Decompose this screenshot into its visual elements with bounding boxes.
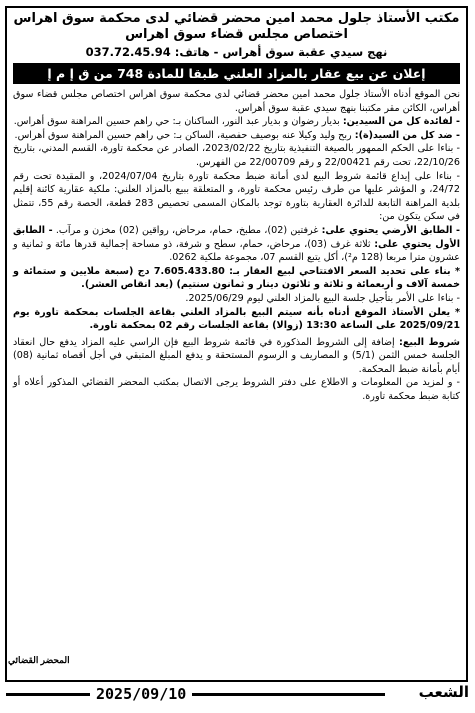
paragraph-property [13, 224, 460, 265]
notice-body [7, 86, 466, 404]
ground-floor-text: غرفتين (02)، مطبخ، حمام، مرحاض، رواقين (02) مخزن و مرآب. [52, 224, 322, 236]
signature-label: المحضر القضائي [8, 655, 70, 665]
first-floor-label: - الطابق الأول يحتوي على: [13, 224, 460, 250]
notice-banner: إعلان عن بيع عقار بالمزاد العلني طبقا للمادة 748 من ق إ م إ [13, 63, 460, 84]
defendant-label: - ضد كل من السيد(ة): [354, 129, 460, 141]
paragraph-beneficiaries [13, 115, 460, 129]
legal-notice [5, 6, 468, 682]
notice-header [7, 8, 466, 60]
office-address: نهج سيدي عقبة سوق أهراس - هاتف: 037.72.45.94 [85, 45, 388, 59]
conditions-text: إضافة إلى الشروط المذكورة في قائمة شروط البيع فإن الراسي عليه المزاد يدفع حال انعقاد الجلسة خمس الثمن (5/1) و المصاريف و الرسوم المستحقة و يدفع المبلغ المتبقي في أجل أقصاه ثمانية (08) أيام بأمانة ضبط المحكمة. [13, 336, 461, 375]
beneficiaries-label: - لفائدة كل من السيدين: [342, 116, 460, 128]
first-floor-text: ثلاثة غرف (03)، مرحاض، حمام، سطح و شرفة، ذو مساحة إجمالية قدرها مائة و ثمانية و عشرون مترا مربعا (128 م²)، أكل يتبع القسم 07، مجموعة ملكية 0262. [13, 238, 460, 264]
footer-rule [6, 693, 385, 696]
paragraph-contact: - و لمزيد من المعلومات و الاطلاع على دفتر الشروط يرجى الاتصال بمكتب المحضر القضائي المذكور أعلاه أو كتابة ضبط محكمة تاورة. [13, 377, 460, 403]
paragraph-price: * بناء على تحديد السعر الافتتاحي لبيع العقار بـ: 7.605.433.80 دج (سبعة ملايين و ستمائة و خمسة آلاف و أربعمائة و ثلاثة و ثلاثون دينار و ثمانون سنتيم) (بعد انقاص العشر). [13, 265, 460, 291]
paragraph-defendant [13, 129, 460, 143]
beneficiaries-text: بديار رضوان و بديار عبد النور، الساكنان بـ: حي راهم حسين المراهنة سوق أهراس. [13, 116, 343, 128]
publication-footer [0, 683, 475, 709]
defendant-text: ربح وليد وكيلا عنه بوصيف حفصية، الساكن بـ: حي راهم حسين المراهنة سوق أهراس. [14, 129, 355, 141]
paragraph-conditions [13, 336, 460, 377]
paragraph-judgment: - بناءا على الحكم الممهور بالصيغة التنفيذية بتاريخ 2023/02/22، الصادر عن محكمة تاورة، القسم المدني، بتاريخ 22/10/26، تحت رقم 22/00421 و رقم 22/00709 من الفهرس. [13, 143, 460, 168]
publication-name: الشعب [418, 683, 469, 701]
paragraph-postponement: - بناءا على الأمر بتأجيل جلسة البيع بالمزاد العلني ليوم 2025/06/29. [185, 292, 460, 304]
office-title: مكتب الأستاذ جلول محمد امين محضر قضائي لدى محكمة سوق اهراس [13, 11, 460, 26]
publication-date: 2025/09/10 [90, 685, 192, 703]
paragraph-intro: نحن الموقع أدناه الأستاذ جلول محمد امين محضر قضائي لدى محكمة سوق اهراس اختصاص مجلس قضاء سوق أهراس، الكائن مقر مكتبنا بنهج سيدي عقبة سوق أهراس. [13, 89, 460, 114]
ground-floor-label: - الطابق الأرضي يحتوي على: [321, 224, 460, 236]
paragraph-sale-date: * يعلن الأستاذ الموقع أدناه بأنه سيتم البيع بالمزاد العلني بقاعة الجلسات بمحكمة تاورة يوم 2025/09/21 على الساعة 13:30 (زوالا) بقاعة الجلسات رقم 02 بمحكمة تاورة. [13, 306, 460, 332]
paragraph-deposit: - بناءا على إيداع قائمة شروط البيع لدى أمانة ضبط محكمة تاورة بتاريخ 2024/07/04، و المقيدة تحت رقم 24/72، و المؤشر عليها من طرف رئيس محكمة تاورة، و المتعلقة ببيع بالمزاد العلني: ملكية عقارية كائنة إقليم بلدية المراهنة التابعة للدائرة العقارية بتاورة توجد بالمكان المسمى تحصيص 283 قطعة، الحصة رقم 55، تتمثل في سكن يتكون من: [13, 170, 460, 223]
jurisdiction: اختصاص مجلس قضاء سوق اهراس [125, 27, 348, 42]
conditions-label: شروط البيع: [398, 336, 460, 348]
